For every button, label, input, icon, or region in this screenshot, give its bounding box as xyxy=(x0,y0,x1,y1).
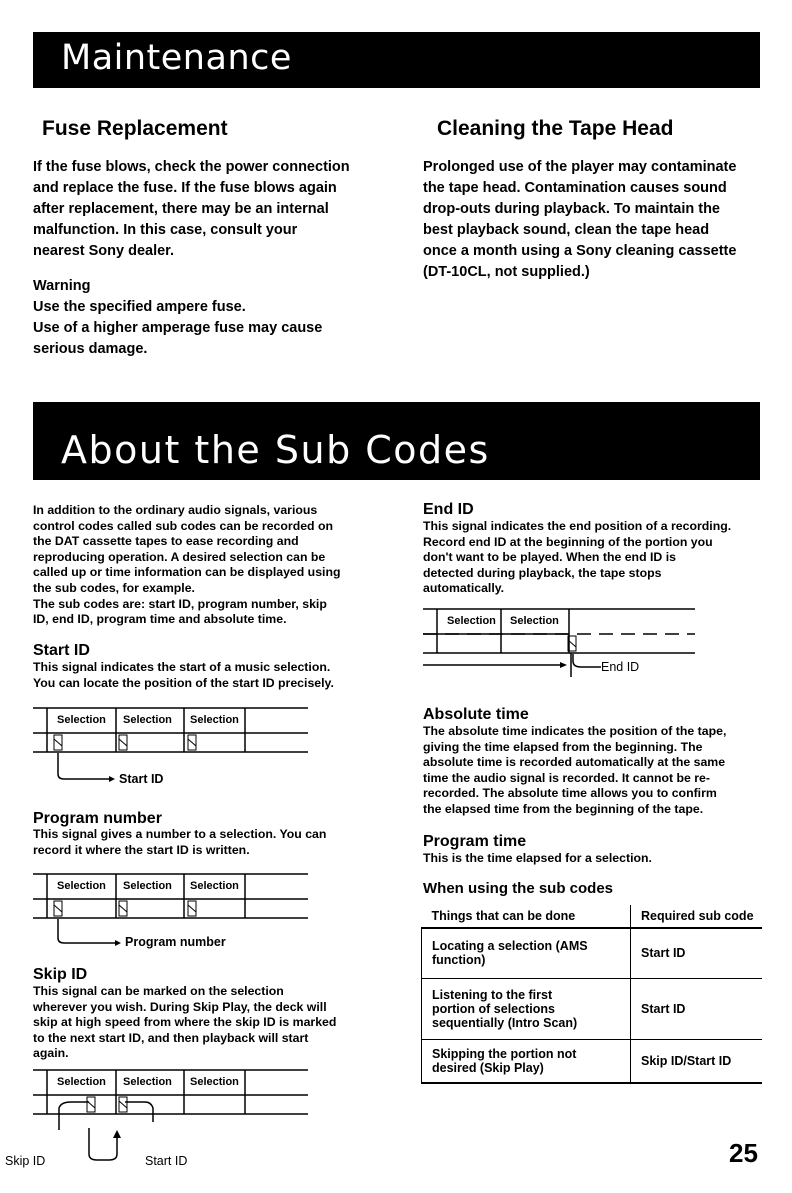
warning-body-line: Use of a higher amperage fuse may cause xyxy=(33,320,323,336)
cleaning-body-line: drop-outs during playback. To maintain the xyxy=(423,201,720,217)
thing-line: Skipping the portion not xyxy=(432,1046,577,1061)
cleaning-body-line: (DT-10CL, not supplied.) xyxy=(423,264,590,280)
maintenance-title: Maintenance xyxy=(61,38,292,78)
thing-line: portion of selections xyxy=(432,1001,555,1016)
end-id-body-line: automatically. xyxy=(423,581,505,596)
thing-cell xyxy=(422,978,631,1039)
table-row xyxy=(422,1039,763,1083)
start-id-cell-2: Selection xyxy=(123,714,172,726)
skip-id-body xyxy=(33,984,336,1062)
program-time-heading: Program time xyxy=(423,833,527,850)
program-number-cell-1: Selection xyxy=(57,880,106,892)
cleaning-body-line: the tape head. Contamination causes sound xyxy=(423,180,727,196)
start-id-body-line: You can locate the position of the start ID precisely. xyxy=(33,675,334,690)
skip-id-label: Skip ID xyxy=(5,1154,46,1168)
warning-heading: Warning xyxy=(33,278,91,294)
thing-cell xyxy=(422,928,631,978)
thing-line: sequentially (Intro Scan) xyxy=(432,1015,578,1030)
thing-line: Locating a selection (AMS xyxy=(432,939,588,954)
end-id-cell-1: Selection xyxy=(447,615,496,627)
program-number-heading: Program number xyxy=(33,810,162,827)
absolute-time-body-line: the elapsed time from the beginning of the tape. xyxy=(423,801,704,816)
page-number: 25 xyxy=(729,1138,758,1168)
skip-id-cell-3: Selection xyxy=(190,1076,239,1088)
fuse-body-line: malfunction. In this case, consult your xyxy=(33,222,298,238)
subcodes-banner xyxy=(33,402,760,480)
skip-id-body-line: to the next start ID, and then playback will start xyxy=(33,1030,309,1045)
subcodes-intro-line: reproducing operation. A desired selection can be xyxy=(33,549,326,564)
subcode-usage-table xyxy=(421,905,762,1084)
subcodes-intro-line: the sub codes, for example. xyxy=(33,580,195,595)
skip-id-body-line: wherever you wish. During Skip Play, the deck will xyxy=(33,999,327,1014)
absolute-time-body xyxy=(423,724,726,818)
skip-id-diagram xyxy=(5,1070,323,1168)
program-time-body: This is the time elapsed for a selection. xyxy=(423,851,652,865)
required-code-cell: Skip ID/Start ID xyxy=(631,1039,763,1083)
skip-id-heading: Skip ID xyxy=(33,966,88,983)
fuse-body-line: and replace the fuse. If the fuse blows again xyxy=(33,180,337,196)
thing-line: function) xyxy=(432,953,486,968)
subcodes-intro-line: called up or time information can be displayed using xyxy=(33,565,341,580)
program-number-diagram xyxy=(33,874,323,954)
skip-id-body-line: This signal can be marked on the selection xyxy=(33,984,284,998)
required-code-cell: Start ID xyxy=(631,928,763,978)
absolute-time-heading: Absolute time xyxy=(423,706,529,723)
skip-start-id-label: Start ID xyxy=(145,1154,188,1168)
subcodes-intro-line: The sub codes are: start ID, program number, skip xyxy=(33,596,327,611)
thing-line: Listening to the first xyxy=(432,987,553,1002)
cleaning-body-line: best playback sound, clean the tape head xyxy=(423,222,710,238)
program-number-label: Program number xyxy=(125,935,226,949)
cleaning-body xyxy=(423,157,736,283)
fuse-heading: Fuse Replacement xyxy=(42,117,228,140)
subcodes-title: About the Sub Codes xyxy=(61,428,490,472)
start-id-label: Start ID xyxy=(119,772,164,786)
absolute-time-body-line: time the audio signal is recorded. It cannot be re- xyxy=(423,770,710,785)
fuse-body-line: If the fuse blows, check the power connection xyxy=(33,159,350,175)
start-id-body xyxy=(33,660,334,691)
program-number-cell-2: Selection xyxy=(123,880,172,892)
start-id-heading: Start ID xyxy=(33,642,90,659)
end-id-label: End ID xyxy=(601,660,640,674)
subcodes-intro-line: the DAT cassette tapes to ease recording and xyxy=(33,534,299,549)
fuse-body xyxy=(33,157,350,262)
col-required-header: Required sub code xyxy=(631,905,763,928)
warning-body-line: Use the specified ampere fuse. xyxy=(33,299,246,315)
warning-body xyxy=(33,297,322,360)
cleaning-body-line: Prolonged use of the player may contaminate xyxy=(423,159,737,175)
maintenance-banner xyxy=(33,32,760,88)
thing-cell xyxy=(422,1039,631,1083)
program-number-body-line: This signal gives a number to a selection. You can xyxy=(33,827,327,841)
fuse-body-line: nearest Sony dealer. xyxy=(33,243,175,259)
end-id-heading: End ID xyxy=(423,501,474,518)
absolute-time-body-line: The absolute time indicates the position of the tape, xyxy=(423,724,727,738)
warning-body-line: serious damage. xyxy=(33,341,148,357)
thing-line: desired (Skip Play) xyxy=(432,1060,544,1075)
subcodes-intro xyxy=(33,503,340,628)
end-id-cell-2: Selection xyxy=(510,615,559,627)
table-row xyxy=(422,928,763,978)
start-id-diagram xyxy=(33,708,323,788)
end-id-body xyxy=(423,519,731,597)
start-id-cell-3: Selection xyxy=(190,714,239,726)
usage-heading: When using the sub codes xyxy=(423,880,614,897)
absolute-time-body-line: giving the time elapsed from the beginning. The xyxy=(423,739,703,754)
table-header-row xyxy=(422,905,763,928)
start-id-cell-1: Selection xyxy=(57,714,106,726)
program-number-cell-3: Selection xyxy=(190,880,239,892)
cleaning-body-line: once a month using a Sony cleaning cassette xyxy=(423,243,737,259)
end-id-body-line: Record end ID at the beginning of the portion you xyxy=(423,534,713,549)
skip-id-cell-2: Selection xyxy=(123,1076,172,1088)
col-things-header: Things that can be done xyxy=(422,905,631,928)
required-code-cell: Start ID xyxy=(631,978,763,1039)
absolute-time-body-line: recorded. The absolute time allows you to confirm xyxy=(423,786,717,801)
end-id-body-line: This signal indicates the end position of a recording. xyxy=(423,519,732,533)
cleaning-heading: Cleaning the Tape Head xyxy=(437,117,674,140)
start-id-body-line: This signal indicates the start of a music selection. xyxy=(33,660,331,674)
program-number-body-line: record it where the start ID is written. xyxy=(33,842,250,857)
fuse-body-line: after replacement, there may be an internal xyxy=(33,201,329,217)
program-number-body xyxy=(33,827,326,858)
absolute-time-body-line: absolute time is recorded automatically at the same xyxy=(423,755,726,770)
end-id-body-line: don't want to be played. When the end ID is xyxy=(423,550,676,565)
subcodes-intro-line: control codes called sub codes can be recorded on xyxy=(33,518,333,533)
subcodes-intro-line: In addition to the ordinary audio signals, various xyxy=(33,503,318,517)
end-id-body-line: detected during playback, the tape stops xyxy=(423,565,662,580)
subcodes-intro-line: ID, end ID, program time and absolute time. xyxy=(33,612,287,627)
end-id-diagram xyxy=(423,609,713,689)
skip-id-body-line: skip at high speed from where the skip ID is marked xyxy=(33,1015,337,1030)
table-row xyxy=(422,978,763,1039)
skip-id-body-line: again. xyxy=(33,1046,69,1061)
skip-id-cell-1: Selection xyxy=(57,1076,106,1088)
